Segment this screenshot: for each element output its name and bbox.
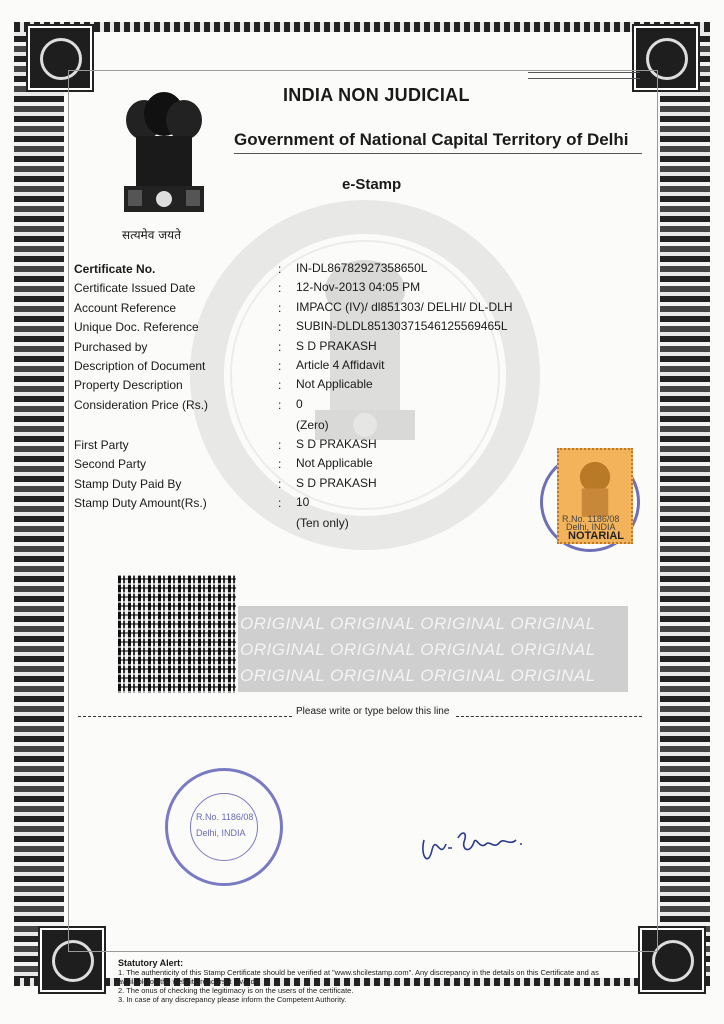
field-label: Certificate No. [74,262,156,276]
field-value: IN-DL86782927358650L [296,261,428,275]
field-value: Not Applicable [296,456,373,471]
statutory-alert-item-3: 3. In case of any discrepancy please inform the Competent Authority. [118,995,347,1004]
field-colon: : [278,496,282,511]
field-colon: : [278,378,282,393]
field-value: Article 4 Affidavit [296,358,385,372]
field-value: S D PRAKASH [296,338,377,353]
national-emblem-icon [116,90,212,220]
field-label: Certificate Issued Date [74,281,196,296]
field-colon: : [278,457,282,472]
field-colon: : [278,281,282,296]
field-label: Stamp Duty Amount(Rs.) [74,496,207,511]
field-label: Description of Document [74,359,206,373]
field-colon: : [278,300,282,315]
dashed-line-right [456,716,642,717]
title-rule [528,72,640,73]
government-name: Government of National Capital Territory of Delhi [234,130,629,149]
field-colon: : [278,320,282,335]
field-colon: : [278,438,282,452]
statutory-alert-item-2: 2. The onus of checking the legitimacy is on the users of the certificate. [118,986,354,995]
field-colon: : [278,262,282,276]
field-value: 10 [296,495,310,510]
original-watermark-line-3: ORIGINAL ORIGINAL ORIGINAL ORIGINAL [240,666,596,685]
page-title: INDIA NON JUDICIAL [283,85,470,105]
field-colon: : [278,339,282,354]
field-value: S D PRAKASH [296,437,377,451]
statutory-alert-item-1: 1. The authenticity of this Stamp Certificate should be verified at "www.shcilestamp.com". Any discrepancy in the details on this Certificate and as [118,968,599,977]
field-label: Account Reference [74,300,177,315]
statutory-alert-title: Statutory Alert: [118,958,184,968]
field-label: Stamp Duty Paid By [74,476,182,491]
qr-code [118,575,236,693]
field-value: S D PRAKASH [296,475,377,490]
signature-icon [418,820,528,870]
field-label: Property Description [74,378,183,393]
field-label: First Party [74,438,129,452]
notary-seal-reg: R.No. 1186/08 [196,812,254,822]
document-type: e-Stamp [342,176,402,193]
ornamental-border-right [660,22,710,982]
field-value: 0 [296,396,303,411]
statutory-alert-item-1b: available on the website renders it invalid. [118,977,257,986]
field-label: Second Party [74,457,147,472]
title-rule-2 [528,78,640,79]
field-value: SUBIN-DLDL85130371546125569465L [296,319,508,334]
field-label: Unique Doc. Reference [74,320,199,335]
notary-seal-place: Delhi, INDIA [196,828,246,838]
notarial-label: NOTARIAL [568,530,625,542]
ornamental-border-top [14,22,710,32]
dashed-line-left [78,716,292,717]
field-colon: : [278,359,282,373]
field-colon: : [278,397,282,412]
field-value: 12-Nov-2013 04:05 PM [296,280,421,295]
notary-stamp-place: Delhi, INDIA [566,522,616,532]
consideration-in-words: (Zero) [296,418,329,432]
field-value: Not Applicable [296,377,373,392]
original-watermark-line-1: ORIGINAL ORIGINAL ORIGINAL ORIGINAL [240,614,596,633]
ornamental-border-left [14,22,64,982]
field-label: Purchased by [74,339,148,354]
government-underline [234,153,642,154]
field-label: Consideration Price (Rs.) [74,397,209,412]
field-colon: : [278,476,282,491]
amount-in-words: (Ten only) [296,516,349,530]
notary-seal-inner [190,793,258,861]
original-watermark-line-2: ORIGINAL ORIGINAL ORIGINAL ORIGINAL [240,640,596,659]
notary-stamp-reg: R.No. 1186/08 [562,514,620,524]
field-value: IMPACC (IV)/ dl851303/ DELHI/ DL-DLH [296,299,513,314]
emblem-motto: सत्यमेव जयते [122,228,181,242]
write-below-instruction: Please write or type below this line [296,706,450,717]
